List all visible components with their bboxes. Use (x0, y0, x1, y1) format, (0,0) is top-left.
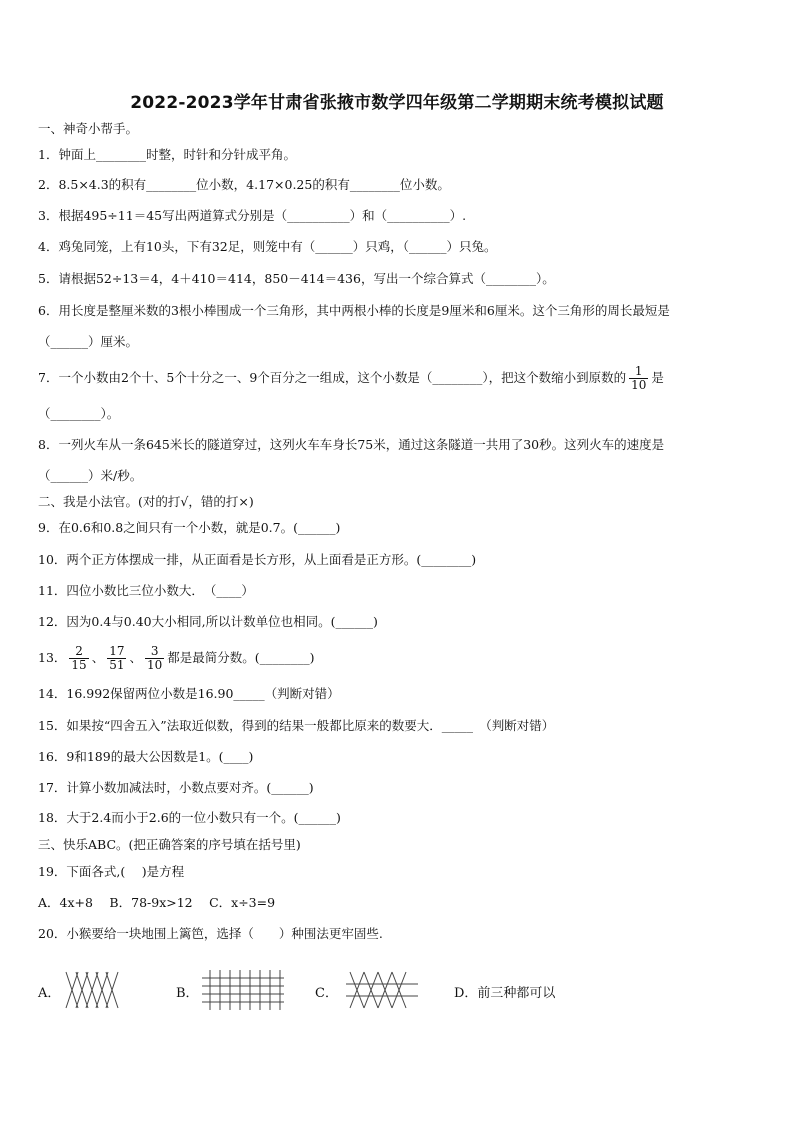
question-8-line-1: 8．一列火车从一条645米长的隧道穿过，这列火车车身长75米，通过这条隧道一共用了30秒。这列火车的速度是 (38, 437, 665, 452)
question-7-text: 7．一个小数由2个十、5个十分之一、9个百分之一组成，这个小数是（________），把这个数缩小到原数的 (38, 370, 627, 385)
question-4: 4．鸡兔同笼，上有10头，下有32足，则笼中有（______）只鸡，（______）只兔。 (38, 239, 497, 254)
question-10: 10．两个正方体摆成一排，从正面看是长方形，从上面看是正方形。(________) (38, 552, 477, 567)
question-17: 17．计算小数加减法时，小数点要对齐。(______) (38, 780, 314, 795)
question-20: 20．小猴要给一块地围上篱笆，选择（ ）种围法更牢固些. (38, 926, 383, 941)
fraction-denominator: 10 (631, 378, 647, 392)
option-a-label: A． (38, 986, 61, 1001)
question-14: 14．16.992保留两位小数是16.90_____（判断对错） (38, 686, 340, 701)
question-6-line-2: （______）厘米。 (38, 334, 139, 349)
separator: 、 (91, 650, 105, 665)
question-19: 19．下面各式,( )是方程 (38, 864, 185, 879)
question-13-number: 13． (38, 650, 67, 665)
fraction-numerator: 17 (109, 644, 125, 658)
fraction-2-15 (69, 645, 88, 672)
fraction-numerator: 1 (629, 365, 648, 379)
page-title: 2022-2023学年甘肃省张掖市数学四年级第二学期期末统考模拟试题 (130, 93, 664, 113)
separator: 、 (129, 650, 142, 665)
fraction-one-tenth (629, 365, 648, 392)
fraction-numerator: 2 (69, 645, 88, 659)
question-7-line-1 (38, 361, 764, 395)
option-b-label: B． (176, 986, 199, 1001)
fence-grid-image (200, 968, 286, 1012)
section-heading-2: 二、我是小法官。(对的打√，错的打×) (38, 494, 254, 509)
question-2: 2．8.5×4.3的积有________位小数，4.17×0.25的积有________位小数。 (38, 177, 450, 192)
question-6-line-1: 6．用长度是整厘米数的3根小棒围成一个三角形，其中两根小棒的长度是9厘米和6厘米。这个三角形的周长最短是 (38, 303, 670, 318)
fence-diagonal-image (62, 968, 124, 1012)
question-11: 11．四位小数比三位小数大． （____） (38, 583, 254, 598)
question-8-line-2: （______）米/秒。 (38, 468, 143, 483)
fence-crosshatch-image (344, 968, 420, 1012)
fraction-denominator: 10 (147, 658, 163, 672)
question-13 (38, 638, 764, 678)
section-heading-3: 三、快乐ABC。(把正确答案的序号填在括号里) (38, 837, 301, 852)
question-7-line-2: （________）。 (38, 406, 120, 421)
question-3: 3．根据495÷11＝45写出两道算式分别是（__________）和（__________）. (38, 208, 467, 223)
question-1: 1．钟面上________时整，时针和分针成平角。 (38, 147, 296, 162)
question-9: 9．在0.6和0.8之间只有一个小数，就是0.7。(______) (38, 520, 341, 535)
fraction-numerator: 3 (145, 645, 164, 659)
fraction-denominator: 15 (71, 658, 87, 672)
question-13-text: 都是最简分数。(________) (167, 650, 315, 665)
fraction-3-10 (145, 645, 164, 672)
question-5: 5．请根据52÷13＝4，4＋410＝414，850－414＝436，写出一个综合算式（________）。 (38, 271, 555, 286)
question-18: 18．大于2.4而小于2.6的一位小数只有一个。(______) (38, 810, 341, 825)
question-16: 16．9和189的最大公因数是1。(____) (38, 749, 254, 764)
fraction-denominator: 51 (109, 658, 125, 672)
question-15: 15．如果按“四舍五入”法取近似数，得到的结果一般都比原来的数要大．_____ （判断对错） (38, 718, 555, 733)
section-heading-1: 一、神奇小帮手。 (38, 121, 139, 136)
question-20-options (38, 966, 778, 1016)
option-d-label: D．前三种都可以 (454, 986, 556, 1001)
question-7-suffix: 是 (651, 370, 664, 385)
option-c-label: C． (315, 986, 338, 1001)
question-19-options: A．4x+8 B．78-9x>12 C．x÷3=9 (38, 895, 276, 910)
fraction-17-51 (107, 645, 126, 672)
question-12: 12．因为0.4与0.40大小相同,所以计数单位也相同。(______) (38, 614, 378, 629)
